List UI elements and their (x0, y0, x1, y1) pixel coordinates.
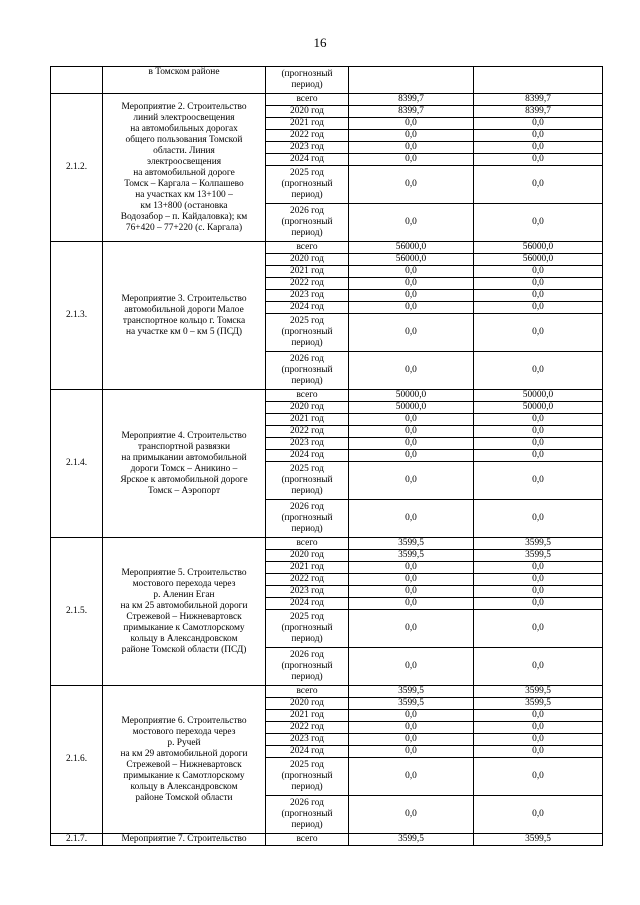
value-cell: 0,0 (474, 462, 603, 500)
period-cell: 2022 год (266, 278, 349, 290)
value-cell: 0,0 (474, 154, 603, 166)
period-cell: 2020 год (266, 550, 349, 562)
value-cell: 0,0 (474, 290, 603, 302)
value-cell: 0,0 (349, 142, 474, 154)
period-cell: 2020 год (266, 402, 349, 414)
page-number: 16 (313, 35, 327, 50)
period-cell: 2023 год (266, 734, 349, 746)
measure-number: 2.1.3. (51, 242, 103, 390)
period-cell: 2025 год (прогнозный период) (266, 166, 349, 204)
value-cell: 0,0 (474, 302, 603, 314)
value-cell: 0,0 (349, 562, 474, 574)
value-cell: 8399,7 (474, 94, 603, 106)
measure-description: Мероприятие 2. Строительство линий электроосвещения на автомобильных дорогах общего пользования Томской области. Линия электроосвещения на автомобильной дороге Томск – Каргала – Колпашево на участках км 13+100 – км 13+800 (остановка Водозабор – п. Кайдаловка); км 76+420 – 77+220 (с. Каргала) (103, 94, 266, 242)
measure-description: Мероприятие 7. Строительство (103, 834, 266, 846)
value-cell: 3599,5 (474, 538, 603, 550)
period-cell: 2026 год (прогнозный период) (266, 500, 349, 538)
value-cell: 0,0 (474, 586, 603, 598)
value-cell: 0,0 (349, 302, 474, 314)
period-cell: 2020 год (266, 254, 349, 266)
value-cell: 0,0 (349, 648, 474, 686)
measure-number: 2.1.7. (51, 834, 103, 846)
period-cell: 2021 год (266, 414, 349, 426)
period-cell: 2021 год (266, 562, 349, 574)
value-cell: 0,0 (349, 586, 474, 598)
value-cell: 0,0 (474, 610, 603, 648)
value-cell: 3599,5 (474, 550, 603, 562)
period-cell: всего (266, 686, 349, 698)
value-cell: 3599,5 (474, 686, 603, 698)
value-cell: 0,0 (349, 154, 474, 166)
table-row (51, 686, 603, 698)
value-cell: 0,0 (349, 352, 474, 390)
value-cell: 8399,7 (474, 106, 603, 118)
measure-number: 2.1.2. (51, 94, 103, 242)
value-cell: 0,0 (474, 204, 603, 242)
period-cell: всего (266, 390, 349, 402)
period-cell: 2022 год (266, 574, 349, 586)
value-cell: 3599,5 (349, 538, 474, 550)
value-cell: 0,0 (474, 414, 603, 426)
measure-description: Мероприятие 4. Строительство транспортной развязки на примыкании автомобильной дороги Томск – Аникино – Ярское к автомобильной дороге Томск – Аэропорт (103, 390, 266, 538)
period-cell: 2026 год (прогнозный период) (266, 204, 349, 242)
value-cell: 0,0 (474, 500, 603, 538)
value-cell: 0,0 (474, 130, 603, 142)
measure-description: Мероприятие 3. Строительство автомобильной дороги Малое транспортное кольцо г. Томска на участке км 0 – км 5 (ПСД) (103, 242, 266, 390)
period-cell: 2022 год (266, 426, 349, 438)
measure-number (51, 67, 103, 94)
period-cell: 2021 год (266, 266, 349, 278)
period-cell: (прогнозный период) (266, 67, 349, 94)
period-cell: 2026 год (прогнозный период) (266, 648, 349, 686)
table-row (51, 242, 603, 254)
table-row (51, 834, 603, 846)
period-cell: 2023 год (266, 438, 349, 450)
value-cell: 3599,5 (349, 834, 474, 846)
funding-table (50, 66, 603, 846)
period-cell: 2021 год (266, 710, 349, 722)
measure-description: в Томском районе (103, 67, 266, 94)
value-cell: 0,0 (349, 166, 474, 204)
value-cell: 0,0 (474, 450, 603, 462)
table-row (51, 67, 603, 94)
measure-number: 2.1.6. (51, 686, 103, 834)
period-cell: 2024 год (266, 598, 349, 610)
period-cell: 2023 год (266, 290, 349, 302)
period-cell: 2024 год (266, 746, 349, 758)
value-cell: 50000,0 (349, 402, 474, 414)
measure-number: 2.1.4. (51, 390, 103, 538)
value-cell: 0,0 (474, 574, 603, 586)
period-cell: 2025 год (прогнозный период) (266, 610, 349, 648)
value-cell: 0,0 (349, 500, 474, 538)
period-cell: всего (266, 242, 349, 254)
measure-description: Мероприятие 5. Строительство мостового перехода через р. Аленин Еган на км 25 автомобильной дороги Стрежевой – Нижневартовск примыкание к Самотлорскому кольцу в Александровском районе Томской области (ПСД) (103, 538, 266, 686)
value-cell: 50000,0 (349, 390, 474, 402)
value-cell: 0,0 (474, 166, 603, 204)
period-cell: 2021 год (266, 118, 349, 130)
value-cell: 0,0 (474, 266, 603, 278)
value-cell: 3599,5 (349, 550, 474, 562)
value-cell: 8399,7 (349, 106, 474, 118)
value-cell: 50000,0 (474, 390, 603, 402)
value-cell: 0,0 (474, 314, 603, 352)
value-cell: 0,0 (474, 758, 603, 796)
period-cell: всего (266, 538, 349, 550)
table-row (51, 390, 603, 402)
value-cell: 0,0 (349, 450, 474, 462)
period-cell: всего (266, 834, 349, 846)
value-cell: 0,0 (349, 438, 474, 450)
value-cell: 0,0 (349, 204, 474, 242)
value-cell: 0,0 (474, 648, 603, 686)
value-cell: 0,0 (474, 426, 603, 438)
value-cell: 0,0 (474, 734, 603, 746)
value-cell: 56000,0 (474, 254, 603, 266)
value-cell: 0,0 (474, 438, 603, 450)
period-cell: всего (266, 94, 349, 106)
table-row (51, 538, 603, 550)
value-cell: 0,0 (349, 734, 474, 746)
value-cell: 0,0 (349, 710, 474, 722)
value-cell: 0,0 (349, 598, 474, 610)
value-cell: 0,0 (474, 710, 603, 722)
value-cell: 0,0 (474, 796, 603, 834)
value-cell: 0,0 (349, 314, 474, 352)
period-cell: 2022 год (266, 130, 349, 142)
period-cell: 2024 год (266, 302, 349, 314)
period-cell: 2020 год (266, 106, 349, 118)
value-cell: 0,0 (349, 290, 474, 302)
value-cell: 0,0 (349, 796, 474, 834)
value-cell: 0,0 (349, 414, 474, 426)
value-cell: 0,0 (474, 352, 603, 390)
period-cell: 2023 год (266, 586, 349, 598)
period-cell: 2024 год (266, 450, 349, 462)
period-cell: 2022 год (266, 722, 349, 734)
value-cell: 0,0 (474, 598, 603, 610)
value-cell: 3599,5 (349, 698, 474, 710)
value-cell (474, 67, 603, 94)
value-cell: 3599,5 (349, 686, 474, 698)
value-cell: 50000,0 (474, 402, 603, 414)
value-cell (349, 67, 474, 94)
period-cell: 2026 год (прогнозный период) (266, 352, 349, 390)
period-cell: 2020 год (266, 698, 349, 710)
value-cell: 56000,0 (349, 254, 474, 266)
value-cell: 0,0 (349, 746, 474, 758)
value-cell: 8399,7 (349, 94, 474, 106)
value-cell: 0,0 (349, 278, 474, 290)
value-cell: 0,0 (474, 562, 603, 574)
value-cell: 0,0 (349, 722, 474, 734)
value-cell: 56000,0 (474, 242, 603, 254)
value-cell: 0,0 (349, 118, 474, 130)
value-cell: 0,0 (474, 118, 603, 130)
value-cell: 0,0 (349, 610, 474, 648)
value-cell: 56000,0 (349, 242, 474, 254)
period-cell: 2026 год (прогнозный период) (266, 796, 349, 834)
period-cell: 2023 год (266, 142, 349, 154)
value-cell: 0,0 (349, 426, 474, 438)
table-row (51, 94, 603, 106)
value-cell: 3599,5 (474, 698, 603, 710)
value-cell: 0,0 (349, 266, 474, 278)
measure-description: Мероприятие 6. Строительство мостового перехода через р. Ручей на км 29 автомобильной дороги Стрежевой – Нижневартовск примыкание к Самотлорскому кольцу в Александровском районе Томской области (103, 686, 266, 834)
period-cell: 2025 год (прогнозный период) (266, 314, 349, 352)
value-cell: 0,0 (474, 746, 603, 758)
value-cell: 0,0 (474, 142, 603, 154)
value-cell: 0,0 (474, 722, 603, 734)
period-cell: 2024 год (266, 154, 349, 166)
value-cell: 0,0 (349, 758, 474, 796)
value-cell: 0,0 (349, 130, 474, 142)
value-cell: 0,0 (349, 574, 474, 586)
period-cell: 2025 год (прогнозный период) (266, 758, 349, 796)
value-cell: 0,0 (474, 278, 603, 290)
measure-number: 2.1.5. (51, 538, 103, 686)
period-cell: 2025 год (прогнозный период) (266, 462, 349, 500)
value-cell: 3599,5 (474, 834, 603, 846)
value-cell: 0,0 (349, 462, 474, 500)
